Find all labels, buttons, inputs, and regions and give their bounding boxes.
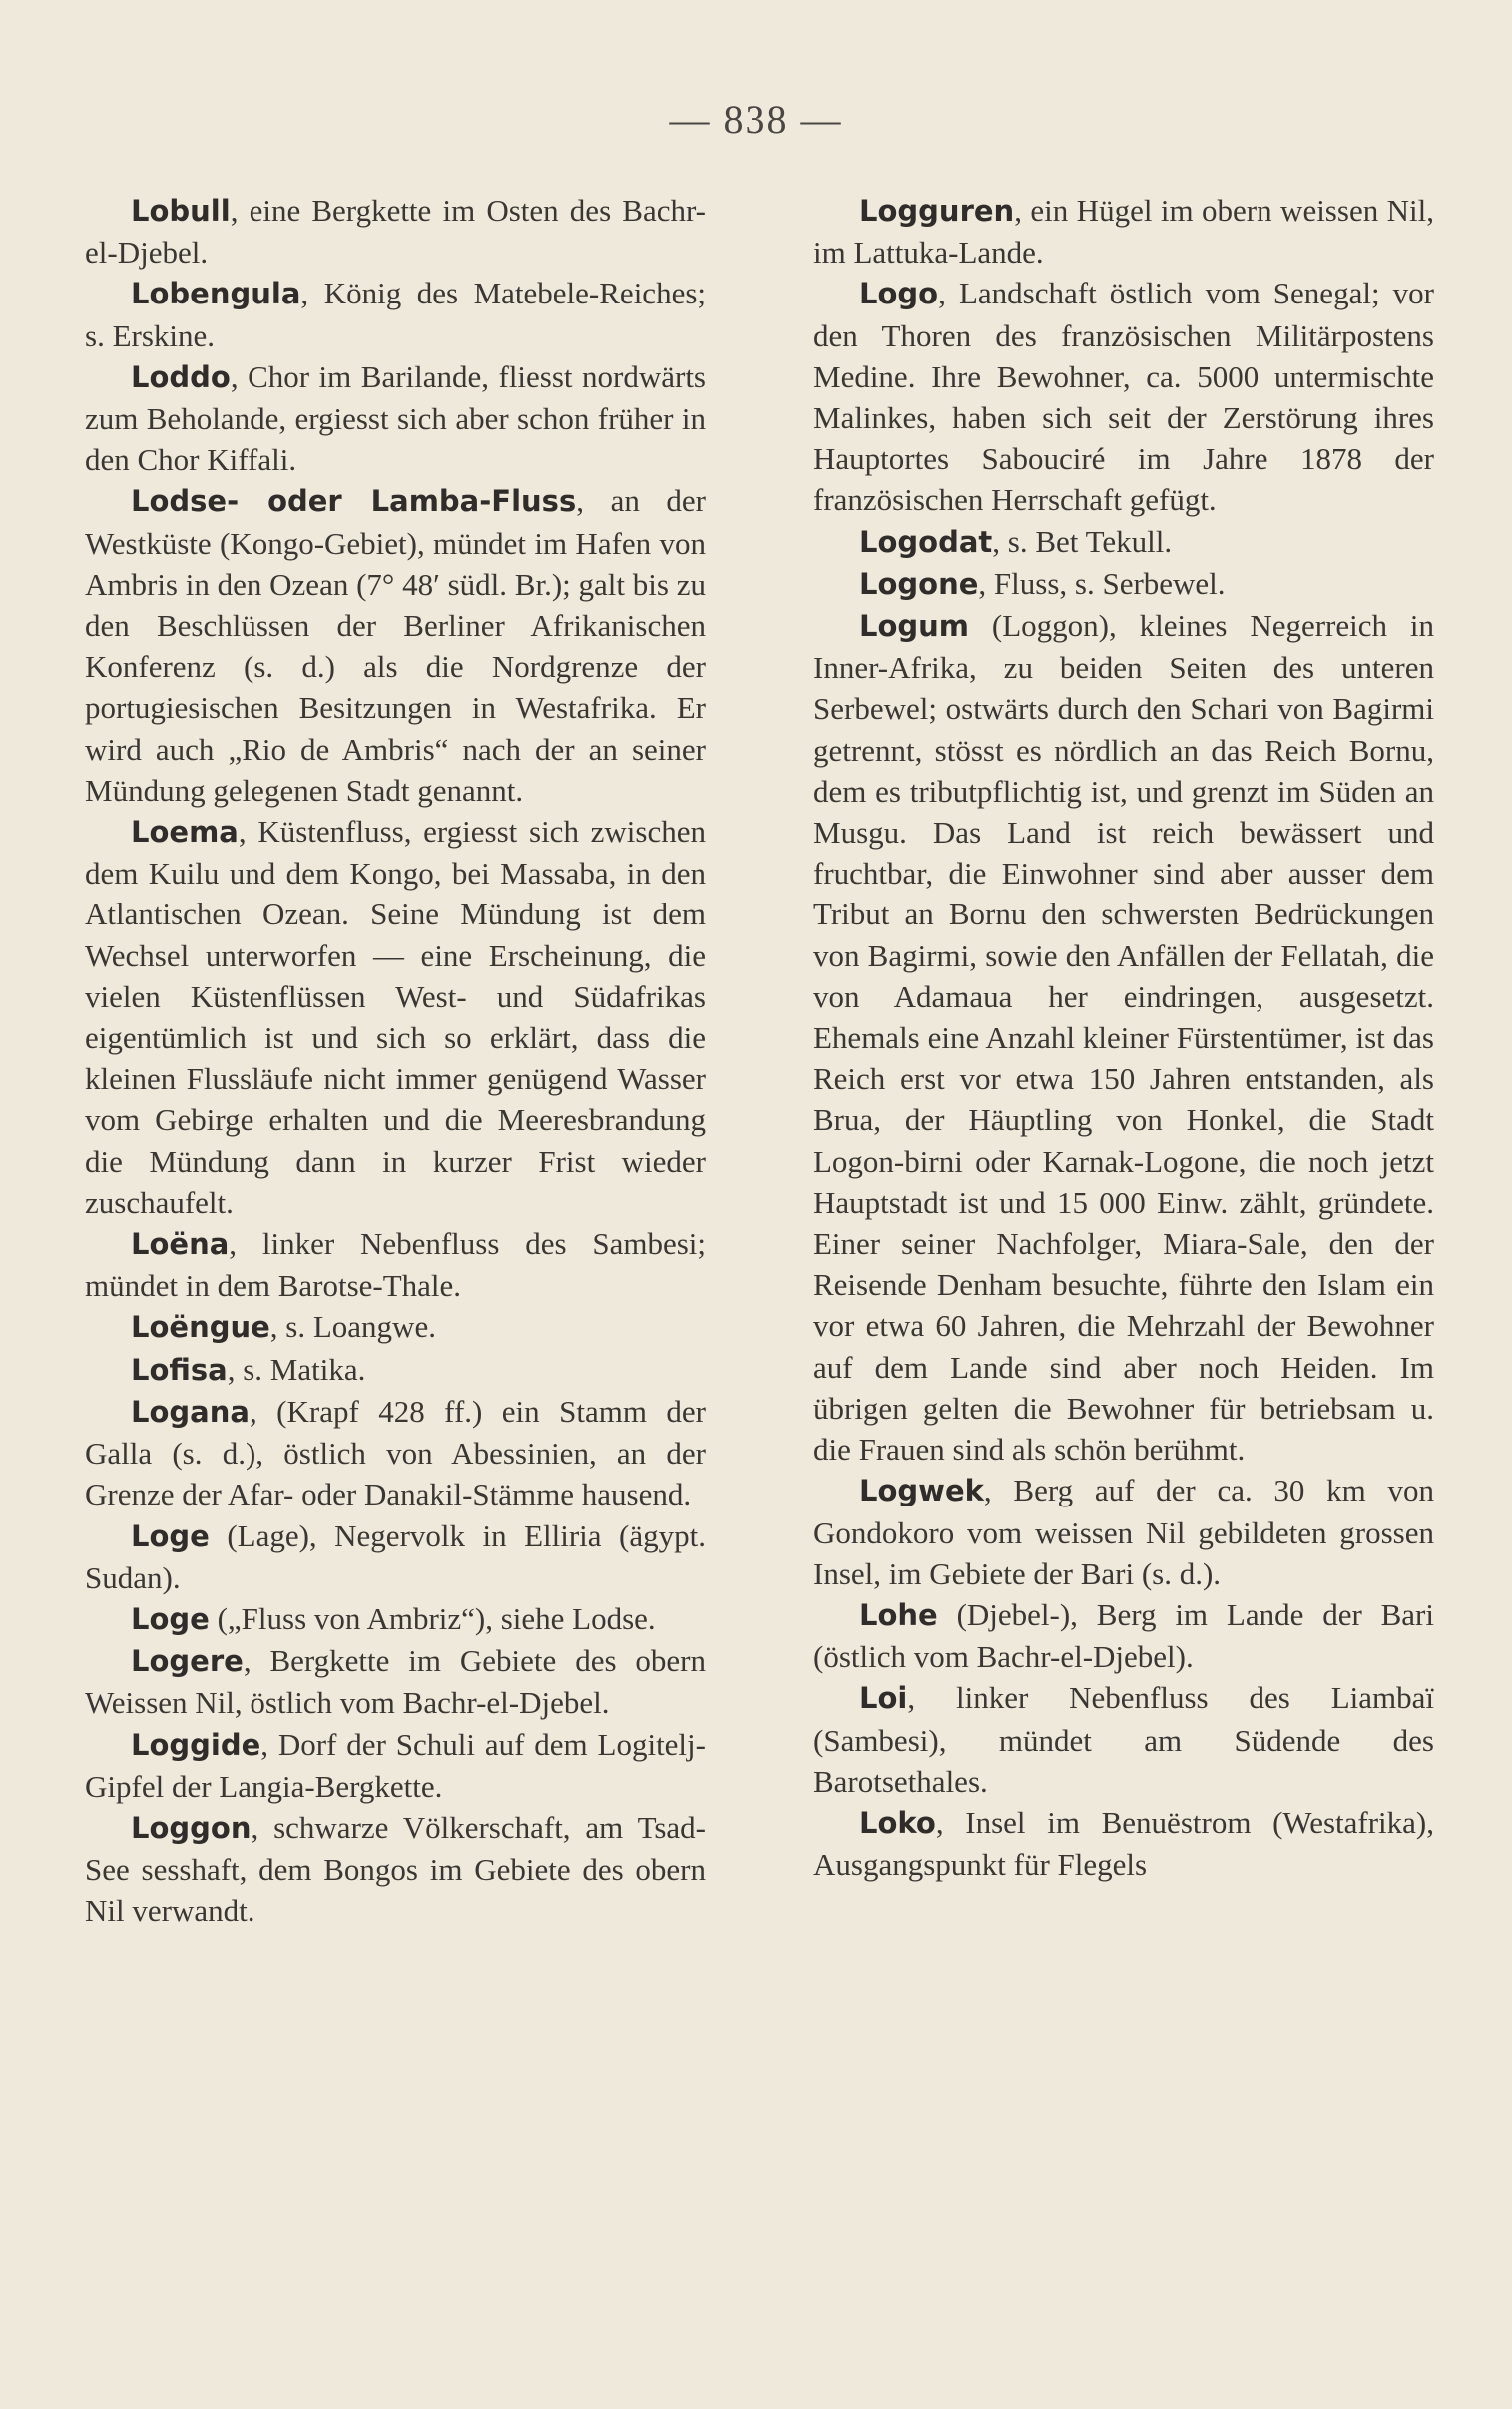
entry-definition: , Fluss, s. Serbewel. [978,565,1226,601]
entry-headword: Logum [859,609,970,644]
lexicon-entry [813,521,1434,563]
entry-definition: , s. Matika. [227,1351,366,1387]
entry-headword: Loddo [131,359,231,394]
entry-headword: Loge [131,1601,210,1636]
page-number: — 838 — [669,97,843,142]
entry-headword: Logana [131,1394,250,1429]
lexicon-entry [85,480,706,811]
entry-definition: , Bergkette im Gebiete des obern Weissen Nil, östlich vom Bachr-el-Djebel. [85,1643,706,1721]
entry-headword: Lohe [859,1597,938,1632]
lexicon-entry [813,273,1434,520]
entry-headword: Loggide [131,1727,261,1762]
entry-headword: Logwek [859,1474,984,1508]
lexicon-entry [85,1598,706,1640]
lexicon-entry [85,1223,706,1306]
lexicon-entry [813,605,1434,1470]
entry-headword: Loge [131,1518,210,1553]
entry-definition: , s. Bet Tekull. [992,523,1173,559]
entry-definition: , Dorf der Schuli auf dem Logitelj-Gipfel der Langia-Bergkette. [85,1726,706,1804]
lexicon-entry [85,1349,706,1391]
entry-headword: Logone [859,566,979,601]
entry-definition: , s. Loangwe. [269,1309,436,1345]
entry-headword: Loëna [131,1227,230,1262]
entry-definition: , linker Nebenfluss des Liambaï (Sambesi), mündet am Südende des Barotsethales. [813,1680,1434,1799]
lexicon-entry [813,563,1434,605]
entry-headword: Logodat [859,524,993,559]
entry-definition: , an der Westküste (Kongo-Gebiet), mündet im Hafen von Ambris in den Ozean (7° 48′ südl. Br.); galt bis zu den Beschlüssen der Berliner Afrikanischen Konferenz (s. d.) als die Nordgrenze der portugiesischen Besitzungen in Westafrika. Er wird auch „Rio de Ambris“ nach der an seiner Mündung gelegenen Stadt genannt. [85,483,706,808]
entry-definition: („Fluss von Ambriz“), siehe Lodse. [209,1600,656,1636]
lexicon-entry [85,1306,706,1348]
entry-definition: , Chor im Barilande, fliesst nordwärts zum Beholande, ergiesst sich aber schon früher in den Chor Kiffali. [85,358,706,478]
entry-definition: (Djebel-), Berg im Lande der Bari (östlich vom Bachr-el-Djebel). [813,1596,1434,1675]
entry-headword: Loko [859,1805,936,1840]
entry-definition: , schwarze Völkerschaft, am Tsad-See sesshaft, dem Bongos im Gebiete des obern Nil verwandt. [85,1809,706,1929]
entry-headword: Loggon [131,1810,252,1845]
entry-definition: , linker Nebenfluss des Sambesi; mündet in dem Barotse-Thale. [85,1226,706,1304]
lexicon-entry [85,190,706,273]
entry-headword: Lobengula [131,277,301,311]
lexicon-entry [813,1470,1434,1594]
entry-headword: Logo [859,277,939,311]
entry-definition: , ein Hügel im obern weissen Nil, im Lattuka-Lande. [813,193,1434,271]
entry-headword: Lobull [131,194,231,228]
entry-headword: Logguren [859,194,1015,228]
lexicon-entry [813,190,1434,273]
lexicon-entry [813,1594,1434,1677]
entry-definition: , Insel im Benuëstrom (Westafrika), Ausgangspunkt für Flegels [813,1804,1434,1883]
entry-headword: Lodse- oder Lamba-Fluss [131,484,577,519]
entry-headword: Logere [131,1644,244,1679]
entry-definition: , Küstenfluss, ergiesst sich zwischen dem Kuilu und dem Kongo, bei Massaba, in den Atlantischen Ozean. Seine Mündung ist dem Wechsel unterworfen — eine Erscheinung, die vielen Küstenflüssen West- und Südafrikas eigentümlich ist und sich so erklärt, dass die kleinen Flussläufe nicht immer genügend Wasser vom Gebirge erhalten und die Meeresbrandung die Mündung dann in kurzer Frist wieder zuschaufelt. [85,814,706,1220]
entry-headword: Loema [131,815,239,850]
lexicon-entry [85,1724,706,1807]
entry-definition: , eine Bergkette im Osten des Bachr-el-Djebel. [85,193,706,271]
lexicon-entry [85,273,706,355]
entry-headword: Loëngue [131,1310,270,1345]
lexicon-entry [85,1391,706,1515]
entry-definition: , Berg auf der ca. 30 km von Gondokoro vom weissen Nil gebildeten grossen Insel, im Gebiete der Bari (s. d.). [813,1473,1434,1591]
lexicon-entry [85,356,706,481]
lexicon-entry [85,1807,706,1932]
entry-definition: , (Krapf 428 ff.) ein Stamm der Galla (s. d.), östlich von Abessinien, an der Grenze der Afar- oder Danakil-Stämme hausend. [85,1393,706,1512]
entry-definition: , König des Matebele-Reiches; s. Erskine. [85,276,706,353]
lexicon-entry [85,1640,706,1723]
entry-definition: (Lage), Negervolk in Elliria (ägypt. Sudan). [85,1517,706,1595]
lexicon-entry [85,811,706,1223]
entry-definition: (Loggon), kleines Negerreich in Inner-Afrika, zu beiden Seiten des unteren Serbewel; ostwärts durch den Schari von Bagirmi getrennt, stösst es nördlich an das Reich Bornu, dem es tributpflichtig ist, und grenzt im Süden an Musgu. Das Land ist reich bewässert und fruchtbar, die Einwohner sind aber ausser dem Tribut an Bornu den schwersten Bedrückungen von Bagirmi, sowie den Anfällen der Fellatah, die von Adamaua her eindringen, ausgesetzt. Ehemals eine Anzahl kleiner Fürstentümer, ist das Reich erst vor etwa 150 Jahren entstanden, als Brua, der Häuptling von Honkel, die Stadt Logon-birni oder Karnak-Logone, die noch jetzt Hauptstadt ist und 15 000 Einw. zählt, gründete. Einer seiner Nachfolger, Miara-Sale, den der Reisende Denham besuchte, führte den Islam ein vor etwa 60 Jahren, die Mehrzahl der Bewohner auf dem Lande sind aber noch Heiden. Im übrigen gelten die Bewohner für betriebsam u. die Frauen sind als schön berühmt. [813,608,1434,1468]
left-column [85,190,706,1932]
lexicon-entry [813,1802,1434,1885]
entry-headword: Lofisa [131,1352,228,1387]
right-column [813,190,1434,1885]
entry-definition: , Landschaft östlich vom Senegal; vor den Thoren des französischen Militärpostens Medine. Ihre Bewohner, ca. 5000 untermischte Malinkes, haben sich seit der Zerstörung ihres Hauptortes Sabouciré im Jahre 1878 der französischen Herrschaft gefügt. [813,276,1434,518]
entry-headword: Loi [859,1681,908,1716]
lexicon-entry [813,1677,1434,1802]
lexicon-entry [85,1515,706,1598]
